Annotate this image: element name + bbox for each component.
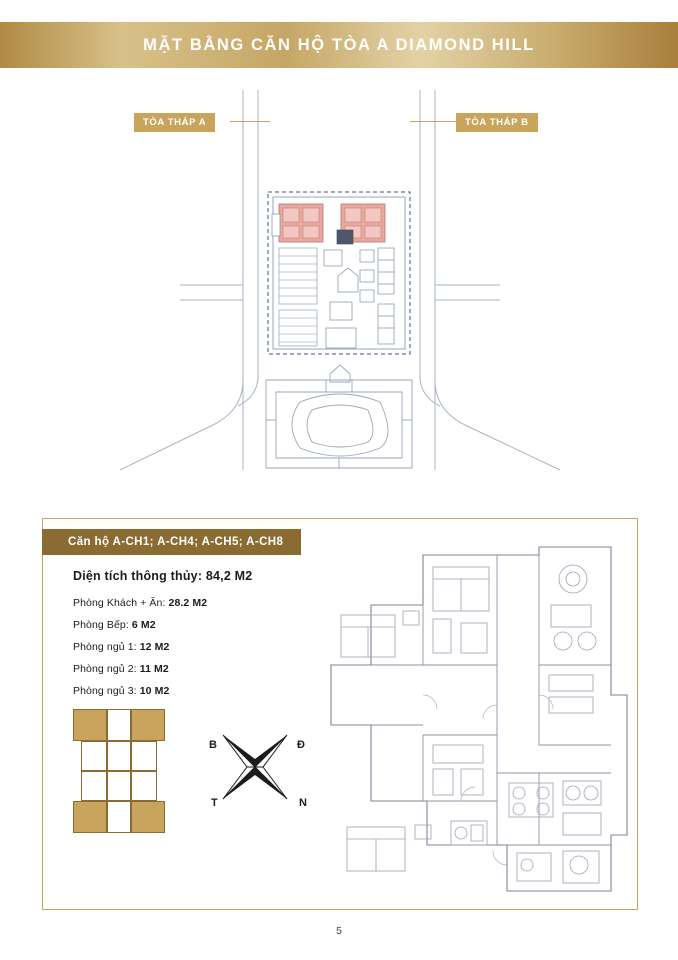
room-label: Phòng Khách + Ăn:	[73, 597, 169, 609]
key-plan-unit	[81, 741, 107, 771]
page-number: 5	[336, 925, 342, 937]
key-plan-unit	[131, 771, 157, 801]
room-row	[73, 641, 303, 653]
tower-a-label: TÒA THÁP A	[134, 113, 215, 132]
key-plan-unit	[107, 709, 131, 741]
room-row	[73, 619, 303, 631]
room-row	[73, 685, 303, 697]
key-plan-unit	[131, 741, 157, 771]
compass-label-east: Đ	[297, 739, 305, 751]
room-value: 6 M2	[131, 619, 156, 631]
room-label: Phòng Bếp:	[73, 619, 132, 631]
room-label: Phòng ngủ 2:	[73, 663, 140, 675]
room-row	[73, 597, 303, 609]
key-plan-core	[107, 741, 131, 771]
room-label: Phòng ngủ 3:	[73, 685, 140, 697]
room-value: 28.2 M2	[168, 597, 208, 609]
room-value: 10 M2	[139, 685, 170, 697]
key-plan-unit-highlight	[131, 801, 165, 833]
compass-label-west: T	[211, 797, 218, 809]
compass-rose	[203, 715, 323, 825]
room-row	[73, 663, 303, 675]
tower-b-label: TÒA THÁP B	[456, 113, 538, 132]
key-plan-unit-highlight	[131, 709, 165, 741]
key-plan-unit-highlight	[73, 801, 107, 833]
apartment-info-card	[42, 518, 638, 910]
total-area-title: Diện tích thông thủy: 84,2 M2	[73, 569, 253, 583]
page-title: MẶT BẰNG CĂN HỘ TÒA A DIAMOND HILL	[143, 35, 535, 54]
site-plan-drawing	[0, 80, 678, 500]
key-plan-diagram	[73, 709, 181, 837]
key-plan-unit	[107, 801, 131, 833]
room-value: 12 M2	[139, 641, 170, 653]
floor-plan-drawing	[311, 545, 629, 895]
room-label: Phòng ngủ 1:	[73, 641, 140, 653]
page-header-band	[0, 22, 678, 68]
site-plan-section	[0, 80, 678, 500]
key-plan-unit-highlight	[73, 709, 107, 741]
tower-b-leader-line	[410, 121, 456, 122]
compass-label-south: N	[299, 797, 307, 809]
apartment-code-tab: Căn hộ A-CH1; A-CH4; A-CH5; A-CH8	[42, 529, 301, 555]
key-plan-unit	[81, 771, 107, 801]
tower-a-leader-line	[230, 121, 270, 122]
compass-label-north: B	[209, 739, 217, 751]
apartment-area-info	[73, 569, 303, 707]
key-plan-core	[107, 771, 131, 801]
room-value: 11 M2	[139, 663, 169, 675]
